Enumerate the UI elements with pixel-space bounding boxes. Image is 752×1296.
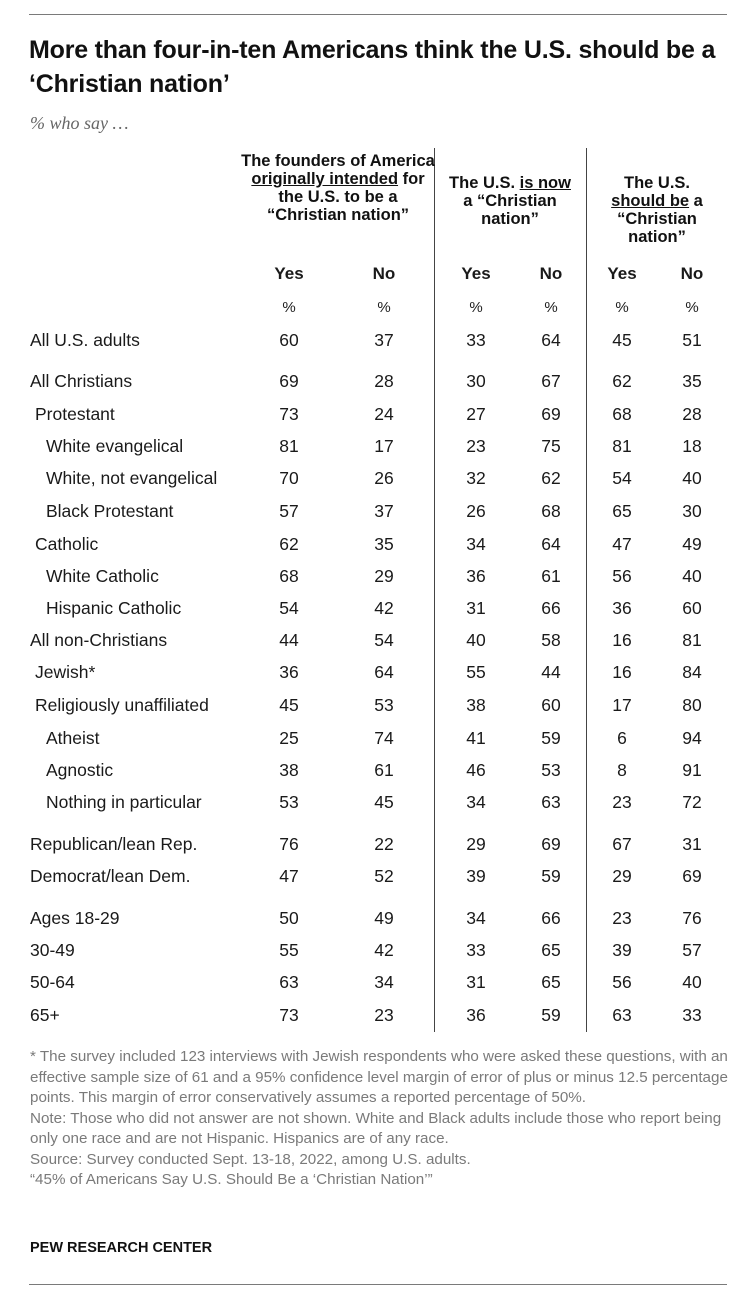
table-cell: 25: [279, 728, 299, 748]
table-cell: 31: [466, 598, 486, 618]
table-cell: 62: [541, 468, 561, 488]
column-divider-2: [586, 148, 587, 1032]
table-cell: 55: [279, 940, 299, 960]
table-cell: 68: [612, 404, 632, 424]
table-cell: 17: [374, 436, 394, 456]
table-cell: 34: [466, 534, 486, 554]
table-cell: 34: [374, 972, 394, 992]
row-label: Protestant: [35, 404, 115, 424]
table-cell: 23: [612, 908, 632, 928]
table-cell: 61: [541, 566, 561, 586]
unit-label: %: [377, 299, 391, 316]
unit-label: %: [282, 299, 296, 316]
table-cell: 57: [279, 501, 299, 521]
table-cell: 47: [612, 534, 632, 554]
table-cell: 42: [374, 940, 394, 960]
row-label: Democrat/lean Dem.: [30, 866, 191, 886]
row-label: Atheist: [46, 728, 100, 748]
table-cell: 59: [541, 728, 561, 748]
row-label: White evangelical: [46, 436, 184, 456]
column-group-header-2: The U.S. is now a “Christian nation”: [449, 174, 571, 228]
table-cell: 22: [374, 834, 394, 854]
table-cell: 54: [279, 598, 299, 618]
table-cell: 72: [682, 792, 702, 812]
table-cell: 32: [466, 468, 486, 488]
row-label: All U.S. adults: [30, 330, 140, 350]
column-group-emphasis: originally intended: [251, 170, 399, 188]
table-cell: 49: [374, 908, 394, 928]
table-cell: 70: [279, 468, 299, 488]
table-cell: 31: [682, 834, 702, 854]
table-cell: 38: [466, 695, 486, 715]
table-cell: 59: [541, 1005, 561, 1025]
table-cell: 60: [279, 330, 299, 350]
table-cell: 50: [279, 908, 299, 928]
table-cell: 60: [682, 598, 702, 618]
bottom-rule: [29, 1284, 727, 1285]
row-label: All non-Christians: [30, 630, 168, 650]
table-cell: 37: [374, 501, 394, 521]
table-cell: 56: [612, 972, 632, 992]
chart-title: More than four-in-ten Americans think the U.S. should be a ‘Christian nation’: [29, 36, 716, 98]
table-cell: 23: [612, 792, 632, 812]
table-cell: 47: [279, 866, 299, 886]
column-group-header-1: The founders of America originally intended for the U.S. to be a “Christian nation”: [241, 152, 435, 224]
table-cell: 75: [541, 436, 561, 456]
table-cell: 6: [617, 728, 627, 748]
table-cell: 81: [682, 630, 702, 650]
table-cell: 57: [682, 940, 702, 960]
table-cell: 30: [466, 371, 486, 391]
table-cell: 63: [541, 792, 561, 812]
table-cell: 69: [541, 834, 561, 854]
footnote-note: Note: Those who did not answer are not shown. White and Black adults include those who report being only one race and are not Hispanic. Hispanics are of any race.: [30, 1109, 722, 1147]
row-label: Hispanic Catholic: [46, 598, 182, 618]
table-cell: 59: [541, 866, 561, 886]
table-cell: 41: [466, 728, 486, 748]
table-cell: 40: [466, 630, 486, 650]
table-cell: 35: [374, 534, 394, 554]
unit-label: %: [685, 299, 699, 316]
table-cell: 76: [279, 834, 299, 854]
row-label: Catholic: [35, 534, 99, 554]
table-cell: 28: [682, 404, 702, 424]
table-cell: 23: [374, 1005, 394, 1025]
table-cell: 26: [374, 468, 394, 488]
unit-label: %: [469, 299, 483, 316]
table-cell: 94: [682, 728, 702, 748]
table-cell: 40: [682, 972, 702, 992]
table-cell: 28: [374, 371, 394, 391]
table-cell: 73: [279, 404, 299, 424]
table-cell: 16: [612, 662, 632, 682]
table-cell: 18: [682, 436, 702, 456]
table-cell: 34: [466, 792, 486, 812]
table-cell: 51: [682, 330, 702, 350]
table-cell: 62: [279, 534, 299, 554]
table-cell: 40: [682, 468, 702, 488]
row-label: Nothing in particular: [46, 792, 202, 812]
table-cell: 44: [541, 662, 561, 682]
table-cell: 36: [612, 598, 632, 618]
table-cell: 64: [541, 330, 561, 350]
table-cell: 66: [541, 598, 561, 618]
subcolumn-header-no: No: [680, 264, 704, 283]
footnotes: [30, 1047, 730, 1191]
table-cell: 29: [466, 834, 486, 854]
table-cell: 68: [279, 566, 299, 586]
table-cell: 33: [466, 330, 486, 350]
row-label: Agnostic: [46, 760, 114, 780]
table-cell: 63: [612, 1005, 632, 1025]
table-cell: 67: [541, 371, 561, 391]
table-cell: 53: [541, 760, 561, 780]
table-cell: 36: [279, 662, 299, 682]
table-cell: 34: [466, 908, 486, 928]
table-cell: 37: [374, 330, 394, 350]
footnote-report: “45% of Americans Say U.S. Should Be a ‘Christian Nation’”: [30, 1171, 433, 1188]
table-cell: 30: [682, 501, 702, 521]
table-cell: 27: [466, 404, 486, 424]
table-cell: 39: [612, 940, 632, 960]
row-label: Religiously unaffiliated: [35, 695, 209, 715]
table-cell: 91: [682, 760, 702, 780]
table-cell: 29: [612, 866, 632, 886]
row-label: All Christians: [30, 371, 133, 391]
table-cell: 49: [682, 534, 702, 554]
table-cell: 76: [682, 908, 702, 928]
table-cell: 44: [279, 630, 299, 650]
row-label: 65+: [30, 1005, 60, 1025]
table-cell: 33: [682, 1005, 702, 1025]
table-cell: 36: [466, 566, 486, 586]
table-cell: 65: [541, 940, 561, 960]
column-group-header-3: The U.S. should be a “Christian nation”: [611, 174, 703, 246]
subcolumn-header-yes: Yes: [274, 264, 304, 283]
row-label: Black Protestant: [46, 501, 174, 521]
table-cell: 69: [682, 866, 702, 886]
table-cell: 62: [612, 371, 632, 391]
table-cell: 73: [279, 1005, 299, 1025]
table-cell: 36: [466, 1005, 486, 1025]
top-rule: [29, 14, 727, 15]
table-cell: 54: [374, 630, 394, 650]
table-cell: 40: [682, 566, 702, 586]
table-cell: 46: [466, 760, 486, 780]
table-cell: 81: [279, 436, 299, 456]
table-cell: 67: [612, 834, 632, 854]
table-cell: 55: [466, 662, 486, 682]
row-label: White Catholic: [46, 566, 159, 586]
row-label: 30-49: [30, 940, 75, 960]
footnote-source: Source: Survey conducted Sept. 13-18, 2022, among U.S. adults.: [30, 1150, 471, 1168]
row-label: 50-64: [30, 972, 75, 992]
table-cell: 58: [541, 630, 561, 650]
table-cell: 65: [612, 501, 632, 521]
table-cell: 38: [279, 760, 299, 780]
table-cell: 42: [374, 598, 394, 618]
unit-label: %: [615, 299, 629, 316]
table-cell: 24: [374, 404, 394, 424]
column-divider-1: [434, 148, 435, 1032]
table-cell: 84: [682, 662, 702, 682]
table-cell: 16: [612, 630, 632, 650]
row-label: Republican/lean Rep.: [30, 834, 198, 854]
subcolumn-header-yes: Yes: [607, 264, 637, 283]
subcolumn-header-no: No: [372, 264, 396, 283]
table-cell: 64: [374, 662, 394, 682]
table-cell: 64: [541, 534, 561, 554]
column-group-emphasis: should be: [611, 192, 690, 210]
row-label: White, not evangelical: [46, 468, 218, 488]
table-cell: 35: [682, 371, 702, 391]
table-cell: 31: [466, 972, 486, 992]
table-cell: 56: [612, 566, 632, 586]
table-cell: 39: [466, 866, 486, 886]
table-cell: 26: [466, 501, 486, 521]
table-cell: 74: [374, 728, 394, 748]
table-cell: 68: [541, 501, 561, 521]
table-cell: 45: [374, 792, 394, 812]
table-cell: 66: [541, 908, 561, 928]
table-cell: 69: [279, 371, 299, 391]
table-cell: 54: [612, 468, 632, 488]
row-label: Jewish*: [35, 662, 96, 682]
column-group-emphasis: is now: [519, 174, 571, 192]
table-cell: 61: [374, 760, 394, 780]
table-cell: 8: [617, 760, 627, 780]
table-cell: 45: [279, 695, 299, 715]
table-cell: 29: [374, 566, 394, 586]
table-cell: 17: [612, 695, 632, 715]
table-cell: 63: [279, 972, 299, 992]
unit-label: %: [544, 299, 558, 316]
footnote-jewish: * The survey included 123 interviews with Jewish respondents who were asked these questions, with an effective sample size of 61 and a 95% confidence level margin of error of plus or minus 12.5 percentage points. This margin of error conservatively assumes a reported percentage of 50%.: [30, 1048, 728, 1106]
subcolumn-header-yes: Yes: [461, 264, 491, 283]
table-cell: 80: [682, 695, 702, 715]
table-cell: 60: [541, 695, 561, 715]
table-cell: 69: [541, 404, 561, 424]
chart-subtitle: % who say …: [30, 113, 129, 133]
table-cell: 33: [466, 940, 486, 960]
brand-logo-text: PEW RESEARCH CENTER: [30, 1240, 213, 1256]
table-cell: 45: [612, 330, 632, 350]
table-cell: 81: [612, 436, 632, 456]
subcolumn-header-no: No: [539, 264, 563, 283]
table-cell: 23: [466, 436, 486, 456]
row-label: Ages 18-29: [30, 908, 120, 928]
table-cell: 53: [374, 695, 394, 715]
table-cell: 65: [541, 972, 561, 992]
table-cell: 53: [279, 792, 299, 812]
table-cell: 52: [374, 866, 394, 886]
